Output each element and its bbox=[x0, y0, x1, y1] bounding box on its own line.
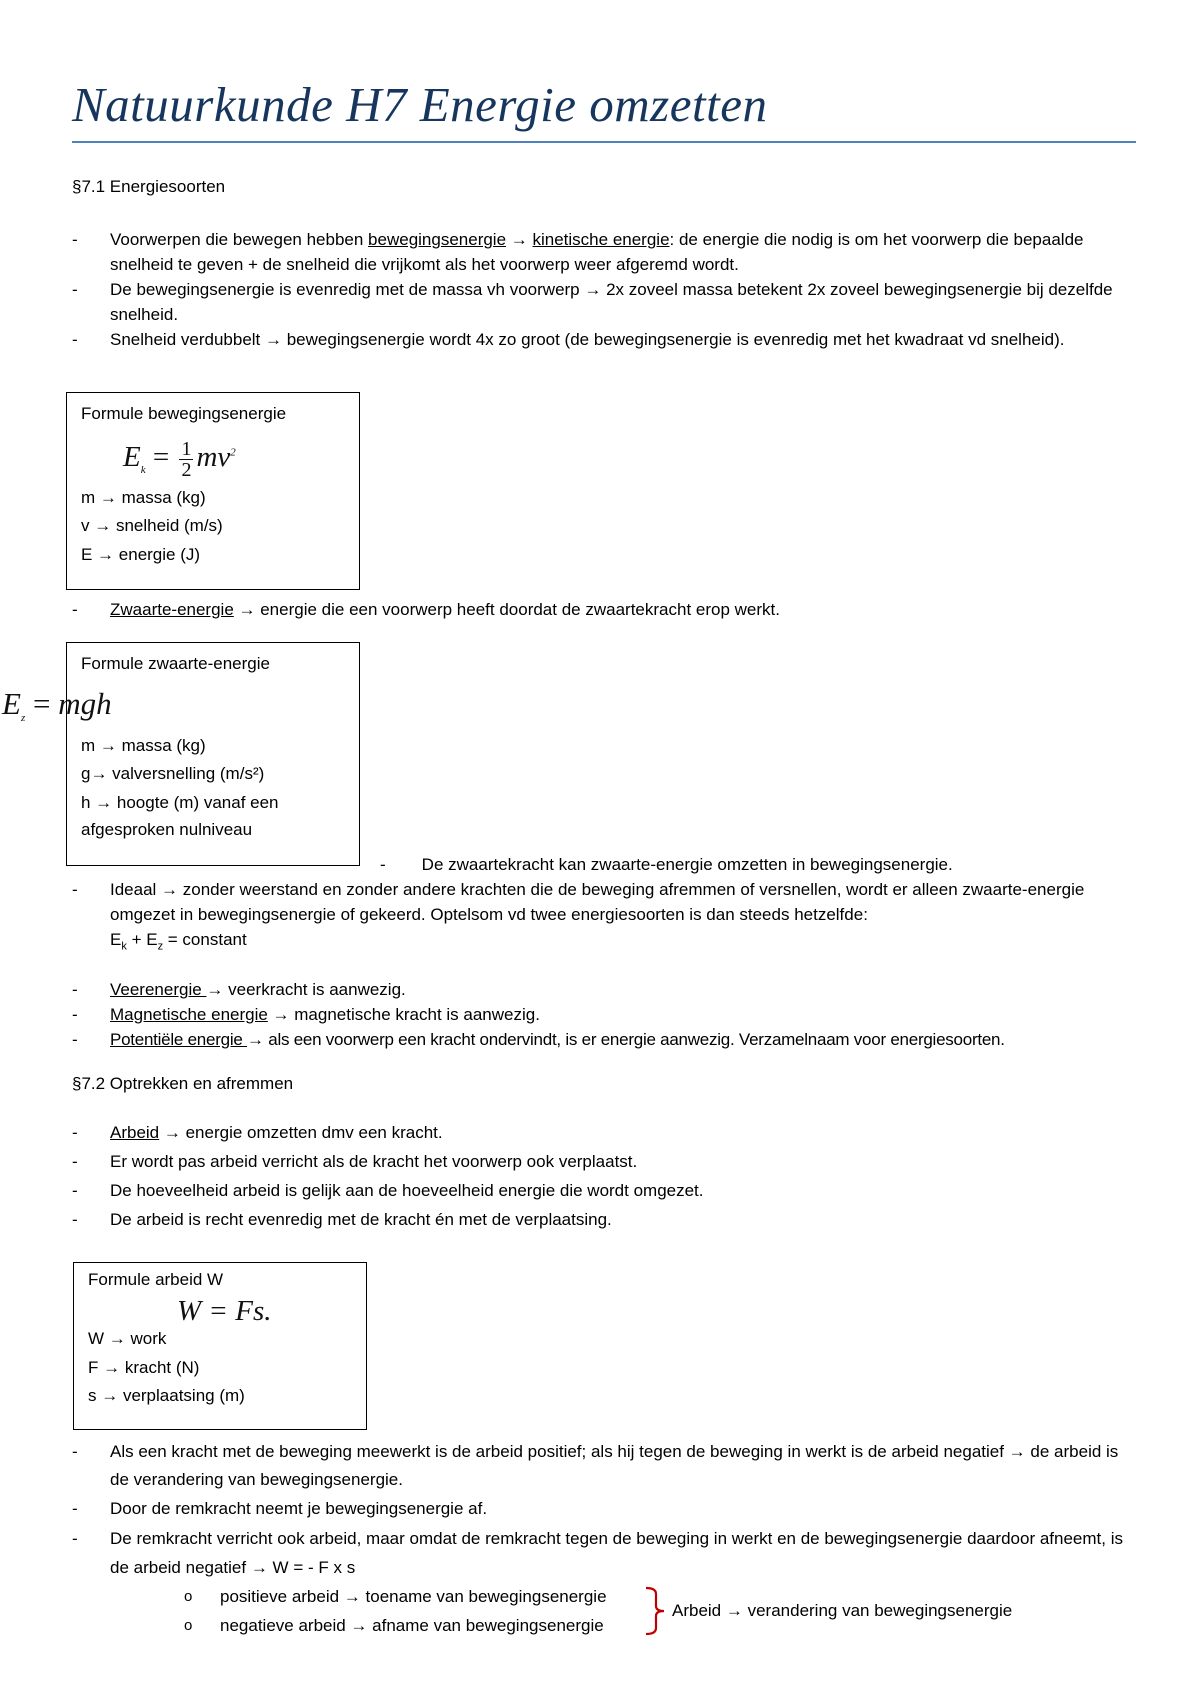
variable-line: s → verplaatsing (m) bbox=[88, 1386, 245, 1405]
list-item: - Snelheid verdubbelt → bewegingsenergie wordt 4x zo groot (de bewegingsenergie is evenredig met het kwadraat vd snelheid). bbox=[72, 330, 1065, 349]
list-item: - Voorwerpen die bewegen hebben bewegingsenergie → kinetische energie: de energie die nodig is om het voorwerp die bepaalde snelheid te geven + de snelheid die vrijkomt als het voorwerp weer afgeremd wordt. bbox=[72, 230, 1084, 274]
list-item: - De arbeid is recht evenredig met de kracht én met de verplaatsing. bbox=[72, 1210, 612, 1229]
list-item: - Zwaarte-energie → energie die een voorwerp heeft doordat de zwaartekracht erop werkt. bbox=[72, 600, 780, 619]
list-item: - Arbeid → energie omzetten dmv een kracht. bbox=[72, 1123, 443, 1142]
list-item: - Door de remkracht neemt je bewegingsenergie af. bbox=[72, 1499, 488, 1518]
formula-box-title: Formule arbeid W bbox=[88, 1270, 224, 1289]
formula-box-work bbox=[73, 1262, 367, 1430]
section-heading-7-2: §7.2 Optrekken en afremmen bbox=[72, 1074, 294, 1093]
list-item: - De zwaartekracht kan zwaarte-energie omzetten in bewegingsenergie. bbox=[380, 855, 953, 874]
list-item: - Potentiële energie → als een voorwerp een kracht ondervindt, is er energie aanwezig. Verzamelnaam voor energiesoorten. bbox=[72, 1030, 1005, 1049]
variable-line: h → hoogte (m) vanaf een bbox=[81, 793, 279, 812]
page-title: Natuurkunde H7 Energie omzetten bbox=[72, 77, 768, 132]
title-underline bbox=[72, 141, 1136, 143]
variable-line: m → massa (kg) bbox=[81, 488, 206, 507]
variable-line: W → work bbox=[88, 1329, 167, 1348]
sub-list-item: o negatieve arbeid → afname van bewegingsenergie bbox=[184, 1616, 604, 1635]
sub-list-item: o positieve arbeid → toename van bewegingsenergie bbox=[184, 1587, 607, 1606]
variable-line: F → kracht (N) bbox=[88, 1358, 200, 1377]
energy-conservation-equation: $E_k + E_z$ = constant bbox=[110, 930, 247, 953]
formula-box-title: Formule zwaarte-energie bbox=[81, 654, 270, 673]
list-item: - De hoeveelheid arbeid is gelijk aan de hoeveelheid energie die wordt omgezet. bbox=[72, 1181, 704, 1200]
work-formula: W = Fs. bbox=[177, 1295, 272, 1327]
brace-icon bbox=[644, 1586, 668, 1636]
formula-box-gravitational-energy bbox=[66, 642, 360, 866]
brace-annotation: Arbeid → verandering van bewegingsenergie bbox=[672, 1601, 1013, 1620]
list-item: - Magnetische energie → magnetische kracht is aanwezig. bbox=[72, 1005, 540, 1024]
list-item: - De remkracht verricht ook arbeid, maar omdat de remkracht tegen de beweging in werkt en de bewegingsenergie daardoor afneemt, is de arbeid negatief → W = - F x s bbox=[72, 1529, 1123, 1577]
fraction-one-half: $\frac{1}{2}$ bbox=[181, 438, 192, 481]
list-item: - Er wordt pas arbeid verricht als de kracht het voorwerp ook verplaatst. bbox=[72, 1152, 638, 1171]
gravitational-energy-formula: $E_z$ = mgh bbox=[2, 686, 112, 725]
section-heading-7-1: §7.1 Energiesoorten bbox=[72, 177, 226, 196]
list-item: - Ideaal → zonder weerstand en zonder andere krachten die de beweging afremmen of versnellen, wordt er alleen zwaarte-energie omgezet in bewegingsenergie of gekeerd. Optelsom vd twee energiesoorten is dan steeds hetzelfde: $E_k + E_z$ = constant bbox=[72, 877, 1136, 952]
list-item: - De bewegingsenergie is evenredig met de massa vh voorwerp → 2x zoveel massa betekent 2x zoveel bewegingsenergie bij dezelfde snelheid. bbox=[72, 280, 1113, 324]
variable-line: v → snelheid (m/s) bbox=[81, 516, 223, 535]
variable-line: afgesproken nulniveau bbox=[81, 820, 253, 839]
list-item: - Veerenergie → veerkracht is aanwezig. bbox=[72, 980, 406, 999]
formula-box-kinetic-energy bbox=[66, 392, 360, 590]
variable-line: g→ valversnelling (m/s²) bbox=[81, 764, 265, 783]
formula-box-title: Formule bewegingsenergie bbox=[81, 404, 287, 423]
variable-line: E → energie (J) bbox=[81, 545, 201, 564]
kinetic-energy-formula: $E_k$ = $\frac{1}{2}$ $mv^2$ bbox=[123, 438, 236, 481]
variable-line: m → massa (kg) bbox=[81, 736, 206, 755]
list-item: - Als een kracht met de beweging meewerkt is de arbeid positief; als hij tegen de beweging in werkt is de arbeid negatief → de arbeid is de verandering van bewegingsenergie. bbox=[72, 1442, 1119, 1489]
